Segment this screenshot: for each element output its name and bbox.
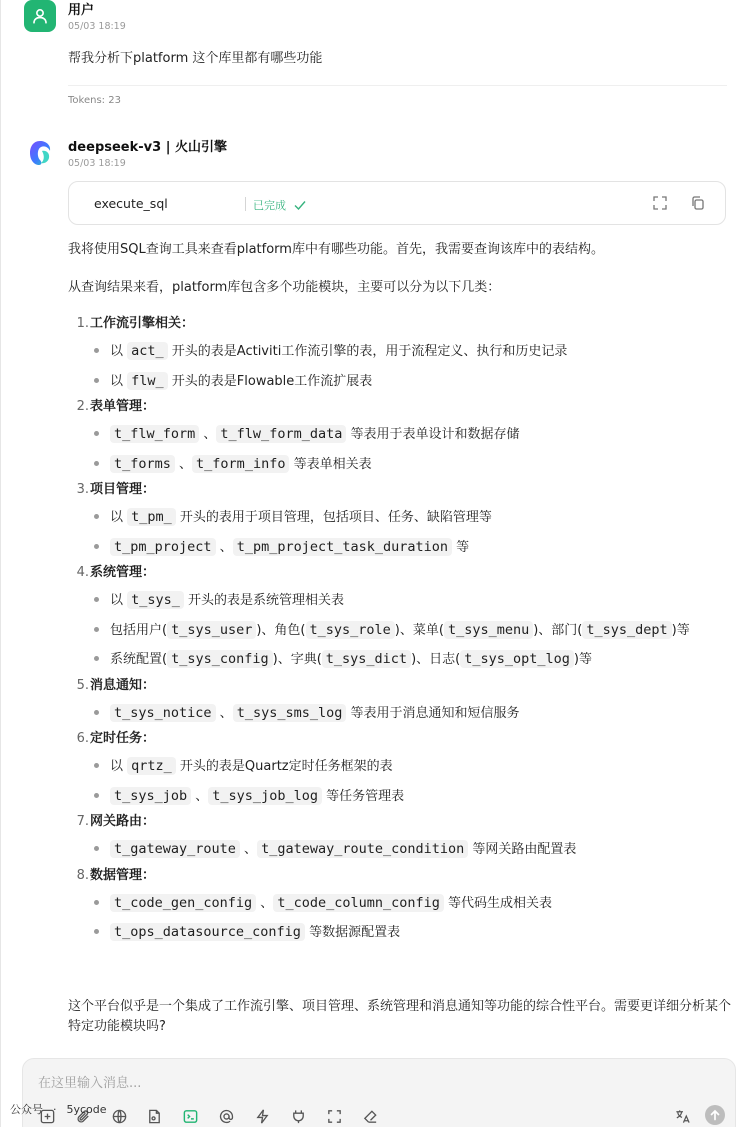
bullet-dot [94,710,99,715]
assistant-author: deepseek-v3 | 火山引擎 [68,140,227,155]
bullet-dot [94,846,99,851]
inline-code: t_sys_menu [444,621,533,639]
watermark [10,1101,117,1117]
inline-code: t_sys_opt_log [460,650,574,668]
list-item [94,754,393,778]
list-text: 以 [110,344,128,359]
result-intro-text: 从查询结果来看，platform库包含多个功能模块，主要可以分为以下几类： [68,280,501,295]
section-heading [68,812,155,832]
left-border [0,0,1,1127]
list-text: 开头的表是Quartz定时任务框架的表 [175,759,393,774]
user-avatar [24,0,56,32]
tool-call-card[interactable] [68,181,726,225]
section-number: 7. [76,814,89,829]
list-text: )等 [671,622,690,638]
inline-code: t_flw_form_data [216,425,346,443]
document-icon[interactable] [145,1107,163,1125]
bullet-dot [94,348,99,353]
inline-code: act_ [127,342,168,360]
bullet-dot [94,793,99,798]
list-item [94,588,344,612]
list-item [94,701,520,725]
bullet-dot [94,378,99,383]
list-text: 等数据源配置表 [304,925,401,940]
model-logo-icon [27,139,53,167]
section-title: 系统管理： [90,565,156,580]
tool-name: execute_sql [94,196,168,211]
list-text: 以 [110,510,128,525]
inline-code: t_code_column_config [273,894,444,912]
list-text: 等任务管理表 [321,788,405,804]
bullet-dot [94,431,99,436]
inline-code: qrtz_ [127,757,176,775]
inline-code: t_sys_job_log [208,787,322,805]
terminal-icon[interactable] [181,1107,199,1125]
section-number: 5. [76,677,89,693]
section-heading [68,676,155,696]
section-heading [68,480,155,500]
watermark-name: 5ycode [66,1103,107,1116]
list-text: 以 [110,373,128,389]
expand-icon[interactable] [325,1107,343,1125]
inline-code: t_ops_datasource_config [110,923,305,941]
inline-code: t_sys_dept [582,621,671,639]
inline-code: t_sys_notice [110,704,216,722]
list-text: 包括用户( [110,622,168,638]
list-item [94,452,372,476]
user-author: 用户 [68,3,95,18]
list-text: 、 [239,842,258,857]
section-number: 1. [76,316,89,331]
eraser-icon[interactable] [361,1107,379,1125]
list-text: 等表单相关表 [289,456,372,472]
mention-icon[interactable] [217,1107,235,1125]
list-text: 、 [215,539,233,555]
lightning-icon[interactable] [253,1107,271,1125]
inline-code: t_gateway_route [110,840,240,858]
list-text: 开头的表是系统管理相关表 [183,593,345,608]
inline-code: t_sys_ [127,591,184,609]
list-item [94,339,567,363]
list-text: 等表用于消息通知和短信服务 [346,705,520,721]
user-icon [31,7,49,25]
bullet-dot [94,461,99,466]
list-item [94,618,690,642]
list-item [94,837,576,861]
list-item [94,369,372,393]
inline-code: t_sys_config [167,650,273,668]
inline-code: t_code_gen_config [110,894,256,912]
list-text: 开头的表是Flowable工作流扩展表 [167,373,373,389]
tool-status [253,197,306,213]
assistant-time: 05/03 18:19 [68,158,126,169]
section-title: 定时任务： [90,731,156,746]
list-text: )、字典( [272,652,322,667]
list-text: 系统配置( [110,652,168,667]
divider [68,85,727,86]
tool-status-label: 已完成 [253,199,286,212]
bullet-dot [94,544,99,549]
inline-code: flw_ [127,372,168,390]
list-text: 等表用于表单设计和数据存储 [346,427,520,442]
section-title: 数据管理： [90,867,156,883]
fullscreen-icon[interactable] [652,195,670,213]
list-item [94,647,592,671]
section-number: 3. [76,482,89,497]
section-title: 表单管理： [90,399,156,414]
section-heading [68,314,194,334]
section-heading [68,729,155,749]
bullet-dot [94,929,99,934]
arrow-up-icon [709,1109,721,1121]
summary-text: 这个平台似乎是一个集成了工作流引擎、项目管理、系统管理和消息通知等功能的综合性平台。需要更详细分析某个特定功能模块吗? [68,999,732,1034]
user-text: 帮我分析下platform 这个库里都有哪些功能 [68,51,323,66]
bullet-dot [94,514,99,519]
translate-icon[interactable] [673,1107,691,1125]
assistant-avatar [24,137,56,169]
user-time: 05/03 18:19 [68,21,126,32]
watermark-separator: · [53,1103,57,1116]
list-text: 开头的表用于项目管理，包括项目、任务、缺陷管理等 [175,510,492,525]
inline-code: t_form_info [192,455,289,473]
watermark-label: 公众号 [10,1103,43,1116]
list-text: )、部门( [533,622,583,638]
bullet-dot [94,656,99,661]
list-text: 、 [199,427,217,442]
inline-code: t_gateway_route_condition [257,840,468,858]
list-item [94,422,519,446]
list-text: 、 [191,788,209,804]
section-title: 工作流引擎相关： [90,316,195,331]
list-item [94,891,552,915]
inline-code: t_sys_role [306,621,395,639]
bullet-dot [94,597,99,602]
list-text: 以 [110,593,128,608]
inline-code: t_flw_form [110,425,199,443]
section-heading [68,866,155,886]
inline-code: t_sys_job [110,787,191,805]
inline-code: t_pm_ [127,508,176,526]
list-text: )、角色( [256,622,306,638]
list-text: )等 [573,652,592,667]
list-text: 、 [215,705,233,721]
list-text: 等代码生成相关表 [443,895,553,911]
section-number: 6. [76,731,89,746]
intro-text: 我将使用SQL查询工具来查看platform库中有哪些功能。首先，我需要查询该库中的表结构。 [68,242,604,257]
section-heading [68,397,155,417]
list-text: 等 [452,539,470,555]
list-text: 以 [110,759,128,774]
list-item [94,784,404,808]
inline-code: t_pm_project_task_duration [233,538,452,556]
plugin-icon[interactable] [289,1107,307,1125]
section-heading [68,563,155,583]
list-text: 等网关路由配置表 [468,842,577,857]
list-text: )、菜单( [394,622,444,638]
list-item [94,920,400,944]
list-item [94,535,469,559]
token-count: Tokens: 23 [68,95,121,106]
inline-code: t_sys_user [167,621,256,639]
inline-code: t_sys_dict [322,650,411,668]
send-button[interactable] [705,1105,725,1125]
inline-code: t_sys_sms_log [233,704,347,722]
inline-code: t_pm_project [110,538,216,556]
section-title: 消息通知： [90,677,156,693]
copy-icon[interactable] [690,195,708,213]
section-title: 网关路由： [90,814,156,829]
section-number: 2. [76,399,89,414]
check-icon [294,200,306,210]
section-number: 8. [76,867,89,883]
inline-code: t_forms [110,455,175,473]
bullet-dot [94,627,99,632]
bullet-dot [94,763,99,768]
list-text: 、 [256,895,274,911]
list-text: 开头的表是Activiti工作流引擎的表，用于流程定义、执行和历史记录 [167,344,568,359]
section-number: 4. [76,565,89,580]
bullet-dot [94,900,99,905]
tool-separator [245,197,246,211]
message-composer[interactable] [22,1058,736,1127]
list-text: 、 [174,456,193,472]
list-text: )、日志( [411,652,461,667]
message-input[interactable]: 在这里输入消息... [38,1076,142,1091]
list-item [94,505,492,529]
section-title: 项目管理： [90,482,156,497]
